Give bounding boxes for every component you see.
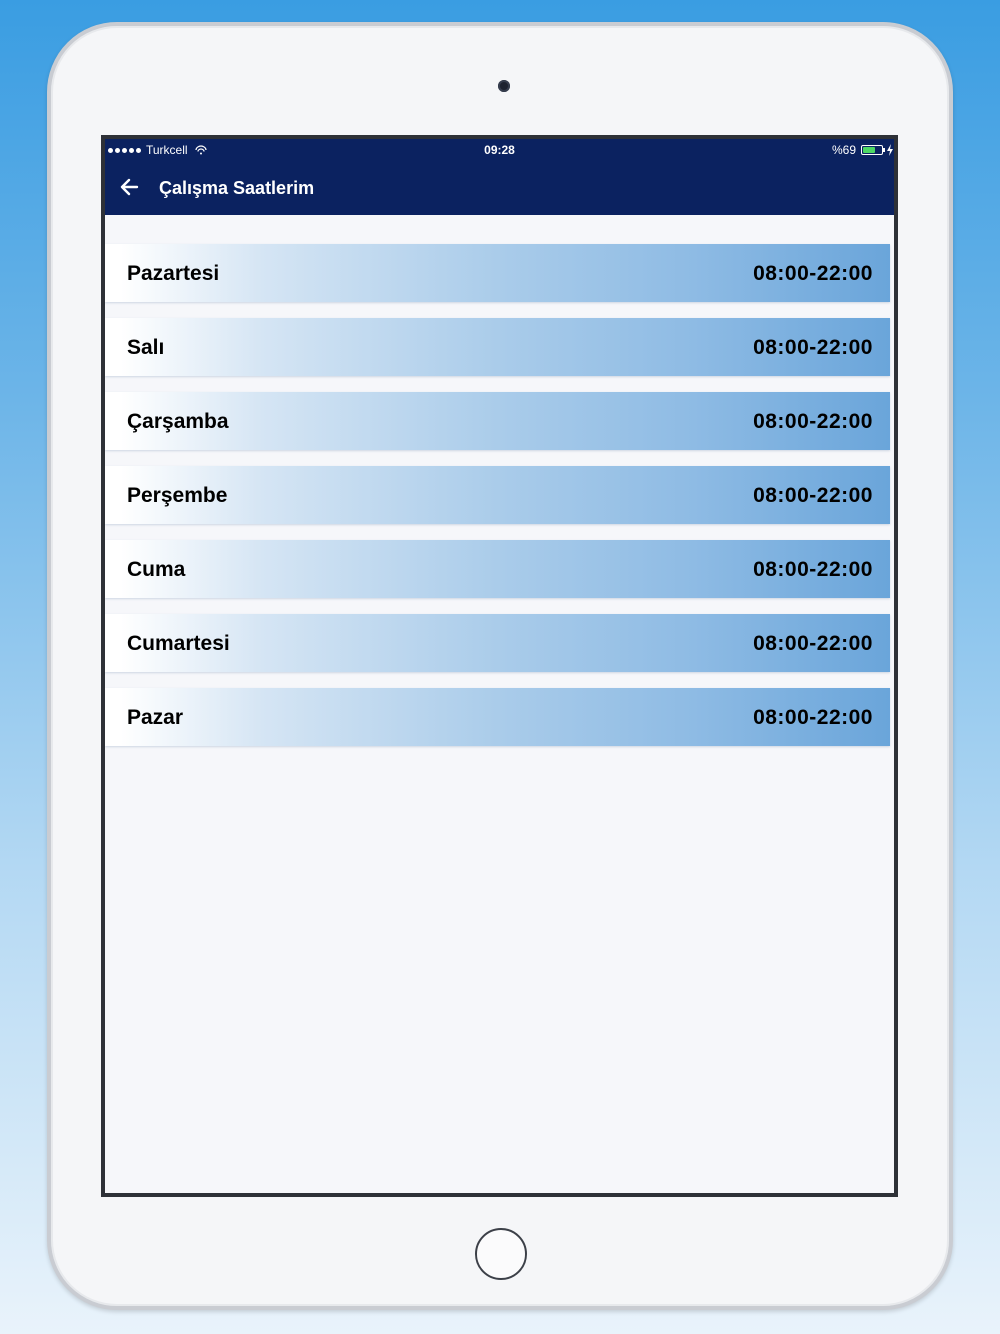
status-bar [105, 139, 894, 161]
home-button[interactable] [475, 1228, 527, 1280]
navigation-bar [105, 161, 894, 215]
day-name: Cuma [127, 558, 186, 581]
day-name: Çarşamba [127, 410, 229, 433]
day-hours: 08:00-22:00 [753, 558, 873, 581]
page-title: Çalışma Saatlerim [159, 178, 315, 198]
status-time: 09:28 [484, 143, 515, 157]
day-name: Cumartesi [127, 632, 230, 655]
carrier-name: Turkcell [146, 143, 188, 157]
day-name: Salı [127, 336, 165, 359]
day-hours: 08:00-22:00 [753, 706, 873, 729]
day-row-persembe[interactable] [105, 466, 890, 524]
back-arrow-icon[interactable] [117, 174, 143, 200]
day-row-pazartesi[interactable] [105, 244, 890, 302]
battery-percent: %69 [831, 143, 856, 157]
day-hours: 08:00-22:00 [753, 484, 873, 507]
day-hours: 08:00-22:00 [753, 262, 873, 285]
status-bar-right [832, 139, 894, 161]
working-hours-list [105, 244, 894, 762]
battery-icon [861, 145, 883, 155]
day-name: Perşembe [127, 484, 228, 507]
day-name: Pazar [127, 706, 184, 729]
day-hours: 08:00-22:00 [753, 336, 873, 359]
app-header [105, 139, 894, 215]
day-name: Pazartesi [127, 262, 220, 285]
day-row-carsamba[interactable] [105, 392, 890, 450]
front-camera [498, 80, 510, 92]
charging-bolt-icon [886, 144, 894, 156]
day-row-sali[interactable] [105, 318, 890, 376]
day-hours: 08:00-22:00 [753, 632, 873, 655]
day-hours: 08:00-22:00 [753, 410, 873, 433]
day-row-pazar[interactable] [105, 688, 890, 746]
day-row-cuma[interactable] [105, 540, 890, 598]
app-screen [101, 135, 898, 1197]
battery-level-fill [863, 147, 875, 153]
day-row-cumartesi[interactable] [105, 614, 890, 672]
